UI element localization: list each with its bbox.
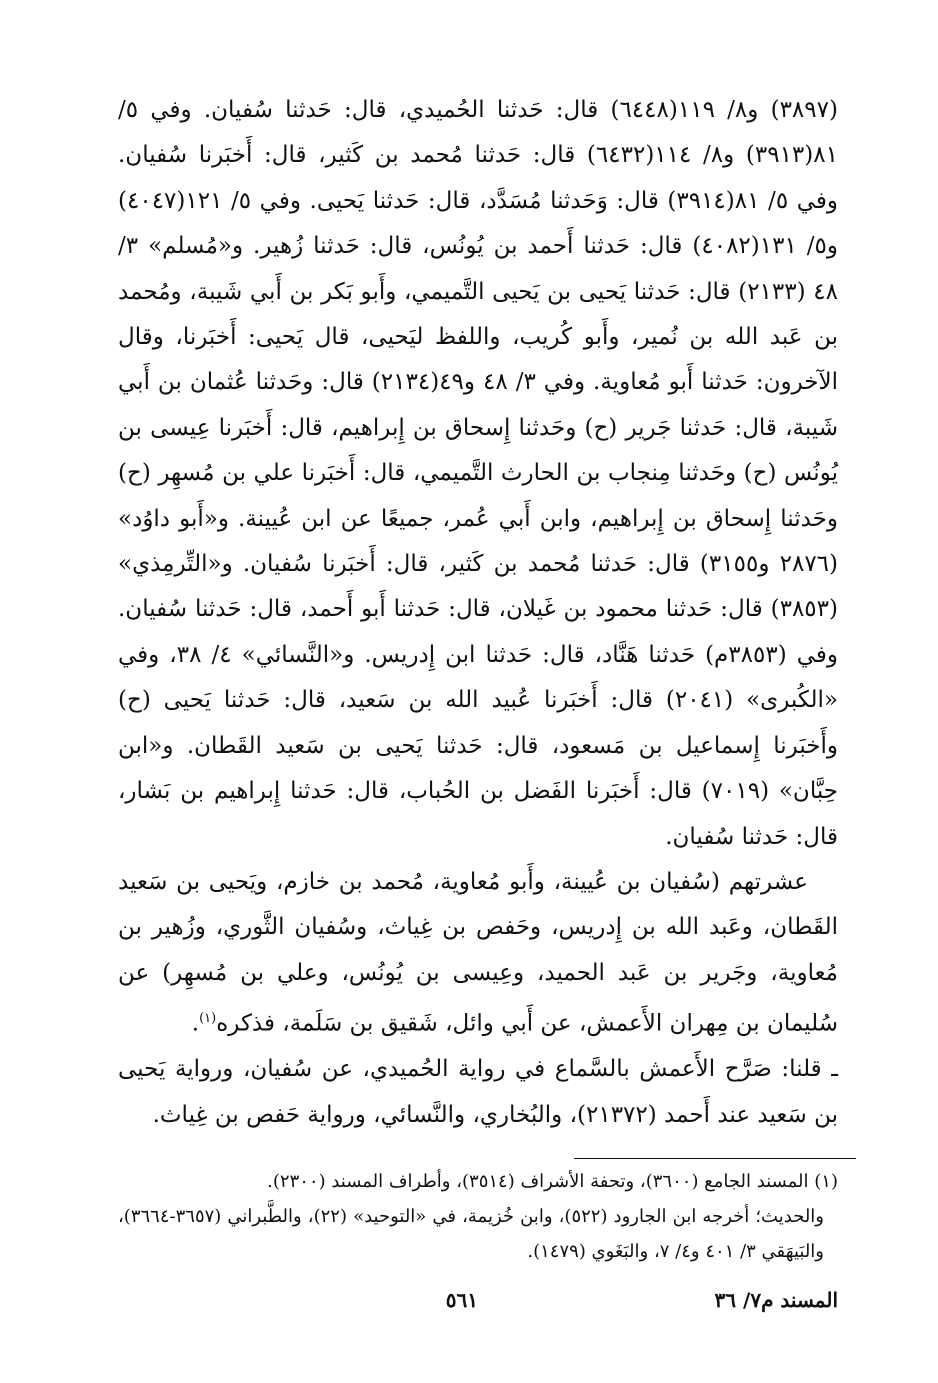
footnote-separator: [574, 1158, 856, 1159]
footnotes: [118, 1164, 838, 1269]
page-number: ٥٦١: [445, 1288, 478, 1312]
paragraph-narrators: عشرتهم (سُفيان بن عُيينة، وأَبو مُعاوية، مُحمد بن خازم، ويَحيى بن سَعيد القَطان، وعَبد الله بن إِدريس، وحَفص بن غِياث، وسُفيان الثَّوري، وزُهير بن مُعاوية، وجَرير بن عَبد الحميد، وعِيسى بن يُونُس، وعلي بن مُسهِر) عن سُليمان بن مِهران الأَعمش، عن أَبي وائل، شَقيق بن سَلَمة، فذكره$^{(١)}$.: [118, 868, 838, 1037]
footnote-1-continuation: والحديث؛ أخرجه ابن الجارود (٥٢٢)، وابن خُزيمة، في «التوحيد» (٢٢)، والطَّبراني (٣٦٥٧-٣٦٦٤)، والبَيهَقي ٣/ ٤٠١ و٤/ ٧، والبَغَوي (١٤٧٩).: [118, 1206, 824, 1262]
volume-signature: المسند م٧/ ٣٦: [714, 1288, 838, 1312]
paragraph-narrators-text: عشرتهم (سُفيان بن عُيينة، وأَبو مُعاوية، مُحمد بن خازم، ويَحيى بن سَعيد القَطان، وعَبد الله بن إِدريس، وحَفص بن غِياث، وسُفيان الثَّوري، وزُهير بن مُعاوية، وجَرير بن عَبد الحميد، وعِيسى بن يُونُس، وعلي بن مُسهِر) عن سُليمان بن مِهران الأَعمش، عن أَبي وائل، شَقيق بن سَلَمة، فذكره: [118, 868, 838, 1037]
footnote-reference: (١): [199, 1011, 217, 1027]
main-text: [118, 88, 838, 1138]
paragraph-note: ـ قلنا: صَرَّح الأَعمش بالسَّماع في رواية الحُميدي، عن سُفيان، ورواية يَحيى بن سَعيد عند أَحمد (٢١٣٧٢)، والبُخاري، والنَّسائي، ورواية حَفص بن غِياث.: [118, 1056, 839, 1128]
page-footer: [118, 1288, 838, 1328]
paragraph-citations: (٣٨٩٧) و٨/ ١١٩(٦٤٤٨) قال: حَدثنا الحُميدي، قال: حَدثنا سُفيان. وفي ٥/ ٨١(٣٩١٣) و٨/ ١١٤(٦٤٣٢) قال: حَدثنا مُحمد بن كَثير، قال: أَخبَرنا سُفيان. وفي ٥/ ٨١(٣٩١٤) قال: وَحَدثنا مُسَدَّد، قال: حَدثنا يَحيى. وفي ٥/ ١٢١(٤٠٤٧) و٥/ ١٣١(٤٠٨٢) قال: حَدثنا أَحمد بن يُونُس، قال: حَدثنا زُهير. و«مُسلم» ٣/ ٤٨ (٢١٣٣) قال: حَدثنا يَحيى بن يَحيى التَّميمي، وأَبو بَكر بن أَبي شَيبة، ومُحمد بن عَبد الله بن نُمير، وأَبو كُريب، واللفظ ليَحيى، قال يَحيى: أَخبَرنا، وقال الآخرون: حَدثنا أَبو مُعاوية. وفي ٣/ ٤٨ و٤٩(٢١٣٤) قال: وحَدثنا عُثمان بن أَبي شَيبة، قال: حَدثنا جَرير (ح) وحَدثنا إِسحاق بن إِبراهيم، قال: أَخبَرنا عِيسى بن يُونُس (ح) وحَدثنا مِنجاب بن الحارث التَّميمي، قال: أَخبَرنا علي بن مُسهِر (ح) وحَدثنا إِسحاق بن إِبراهيم، وابن أَبي عُمر، جميعًا عن ابن عُيينة. و«أَبو داوُد» (٢٨٧٦ و٣١٥٥) قال: حَدثنا مُحمد بن كَثير، قال: أَخبَرنا سُفيان. و«التِّرمِذي» (٣٨٥٣) قال: حَدثنا محمود بن غَيلان، قال: حَدثنا أَبو أَحمد، قال: حَدثنا سُفيان. وفي (٣٨٥٣م) حَدثنا هَنَّاد، قال: حَدثنا ابن إِدريس. و«النَّسائي» ٤/ ٣٨، وفي «الكُبرى» (٢٠٤١) قال: أَخبَرنا عُبيد الله بن سَعيد، قال: حَدثنا يَحيى (ح) وأَخبَرنا إِسماعيل بن مَسعود، قال: حَدثنا يَحيى بن سَعيد القَطان. و«ابن حِبَّان» (٧٠١٩) قال: أَخبَرنا الفَضل بن الحُباب، قال: حَدثنا إِبراهيم بن بَشار، قال: حَدثنا سُفيان.: [118, 97, 839, 850]
footnote-1: (١) المسند الجامع (٣٦٠٠)، وتحفة الأشراف (٣٥١٤)، وأطراف المسند (٢٣٠٠).: [267, 1171, 838, 1192]
